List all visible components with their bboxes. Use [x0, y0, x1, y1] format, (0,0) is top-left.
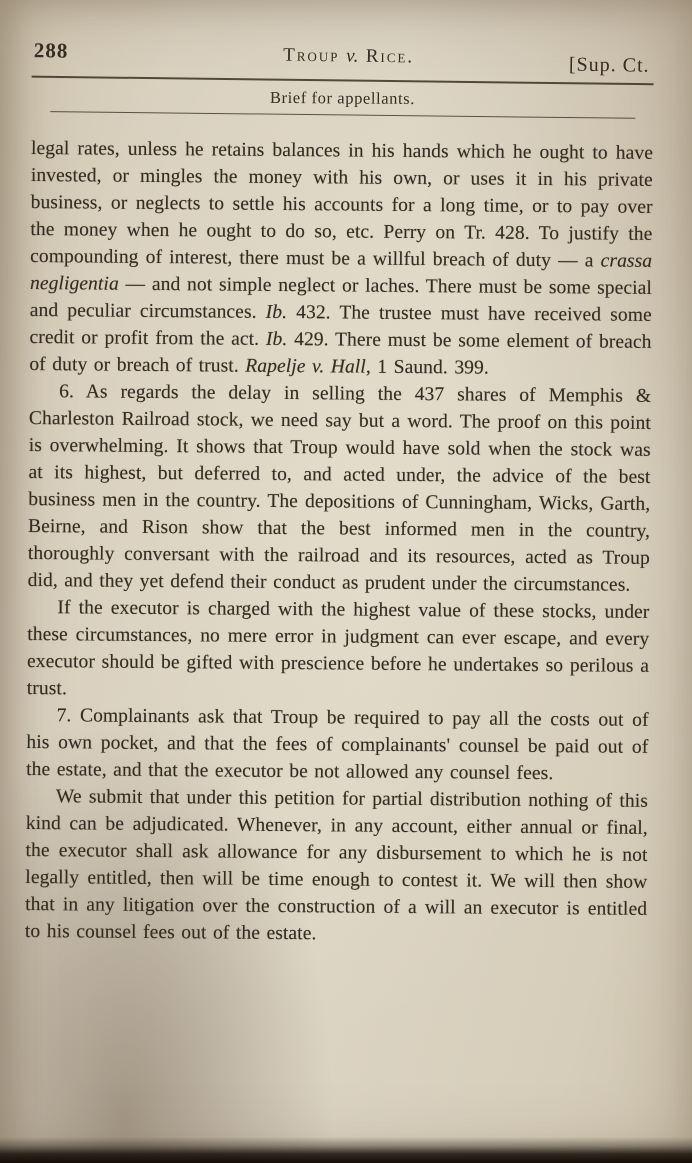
paragraph: 7. Complainants ask that Troup be required to pay all the costs out of his own pocket, and that the fees of complainants' counsel be paid out of the estate, and that the executor be not allowed any counsel fees.: [26, 705, 649, 785]
court-label: [Sup. Ct.: [568, 53, 650, 77]
case-title-plaintiff: Troup: [283, 44, 340, 67]
paragraph: legal rates, unless he retains balances in his hands which he ought to have invested, or mingles the money with his own, or uses it in his private business, or neglects to settle his accounts for a long time, or to pay over the money when he ought to do so, etc. Perry on Tr. 428. To justify the compounding of interest, there must be a willful breach of duty — a crassa negligentia — and not simple neglect or laches. There must be some special and peculiar circumstances. Ib. 432. The trustee must have received some credit or profit from the act. Ib. 429. There must be some element of breach of duty or breach of trust. Rapelje v. Hall, 1 Saund. 399.: [29, 137, 654, 379]
page-header: [32, 28, 654, 77]
paragraph: We submit that under this petition for partial distribution nothing of this kind can be adjudicated. Whenever, in any account, either annual or final, the executor shall ask allowance for any disbursement to which he is not legally entitled, then will be time enough to contest it. We will then show that in any litigation over the construction of a will an executor is entitled to his counsel fees out of the estate.: [24, 786, 649, 945]
paragraph: 6. As regards the delay in selling the 437 shares of Memphis & Charleston Railroad stock, we need say but a word. The proof on this point is overwhelming. It shows that Troup would have sold when the stock was at its highest, but deferred to, and acted under, the advice of the best business men in the country. The depositions of Cunningham, Wicks, Garth, Beirne, and Rison show that the best informed men in the country, thoroughly conversant with the railroad and its resources, acted as Troup did, and they yet defend their conduct as prudent under the circumstances.: [27, 381, 652, 596]
body-text: [25, 135, 653, 950]
paragraph: If the executor is charged with the highest value of these stocks, under these circumstances, no mere error in judgment can ever escape, and every executor should be gifted with prescience before he undertakes so perilous a trust.: [26, 597, 650, 700]
case-title-defendant: Rice.: [365, 45, 415, 68]
page-number: 288: [33, 38, 69, 63]
page-bottom-shadow: [0, 1137, 692, 1163]
running-head-rule: [50, 111, 635, 119]
running-head: Brief for appellants.: [269, 87, 416, 109]
scanned-page: [25, 30, 654, 950]
case-title: [283, 45, 414, 69]
header-rule: [32, 76, 654, 86]
case-title-versus: v.: [346, 45, 360, 67]
